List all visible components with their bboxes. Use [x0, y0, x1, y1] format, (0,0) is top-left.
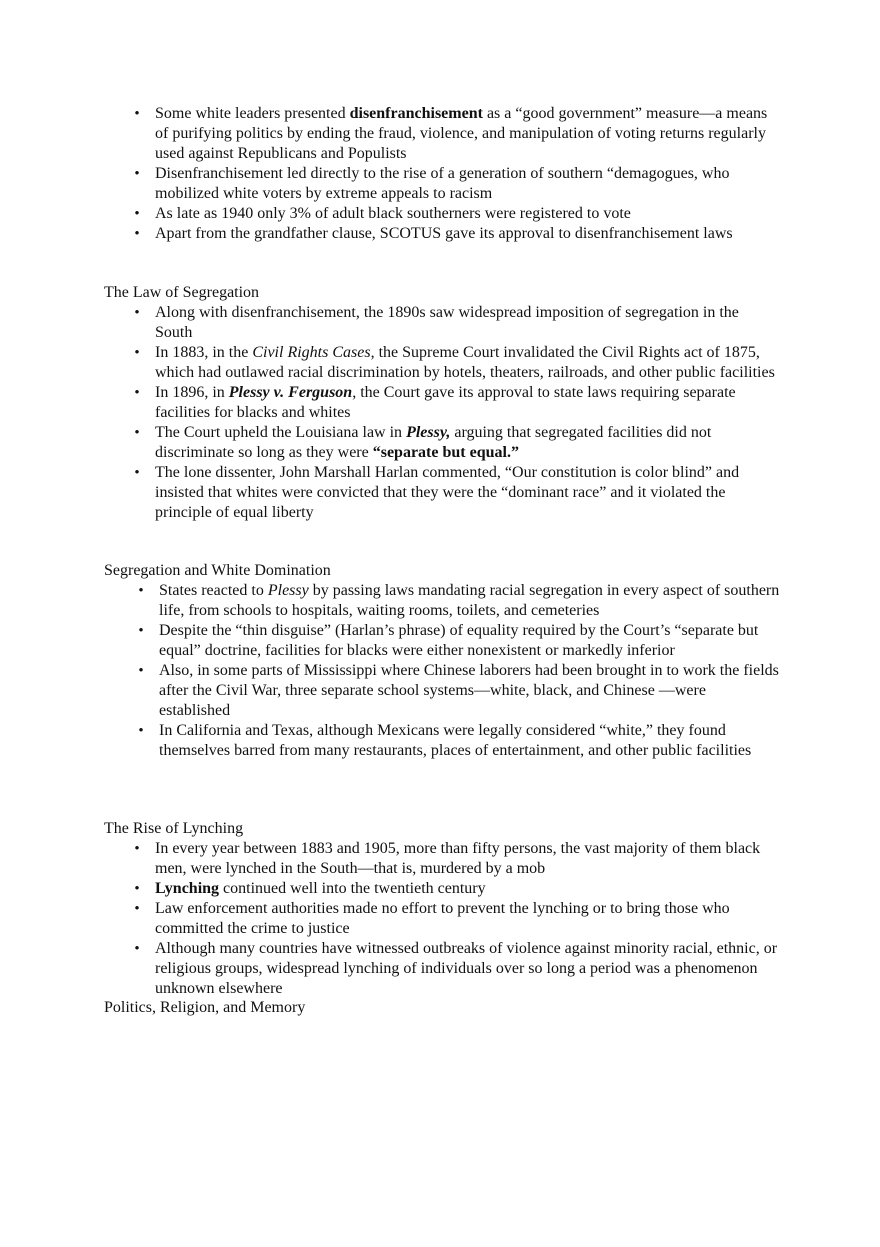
bullet-icon: • [138, 723, 144, 739]
bullet-icon: • [134, 226, 140, 242]
list-item: • Also, in some parts of Mississippi where Chinese laborers had been brought in to work the fields after the Civil War, three separate school systems—white, black, and Chinese —were established [159, 661, 780, 721]
bullet-icon: • [138, 663, 144, 679]
list-item: • Disenfranchisement led directly to the rise of a generation of southern “demagogues, who mobilized white voters by extreme appeals to racism [155, 164, 780, 204]
list-item: • In every year between 1883 and 1905, more than fifty persons, the vast majority of them black men, were lynched in the South—that is, murdered by a mob [155, 839, 780, 879]
section-heading-politics-religion-memory: Politics, Religion, and Memory [104, 999, 306, 1016]
bullet-icon: • [134, 345, 140, 361]
bullet-list-segregation-white-domination [0, 581, 780, 761]
bullet-icon: • [134, 305, 140, 321]
section-heading-rise-of-lynching: The Rise of Lynching [104, 820, 244, 837]
list-item: • States reacted to Plessy by passing laws mandating racial segregation in every aspect of southern life, from schools to hospitals, waiting rooms, toilets, and cemeteries [159, 581, 780, 621]
list-item: • The lone dissenter, John Marshall Harlan commented, “Our constitution is color blind” and insisted that whites were convicted that they were the “dominant race” and it violated the principle of equal liberty [155, 463, 780, 523]
bullet-list-disenfranchisement [0, 104, 780, 244]
bullet-icon: • [134, 901, 140, 917]
list-item: • The Court upheld the Louisiana law in Plessy, arguing that segregated facilities did not discriminate so long as they were “separate but equal.” [155, 423, 780, 463]
list-item: • As late as 1940 only 3% of adult black southerners were registered to vote [155, 204, 780, 224]
list-item: • Although many countries have witnessed outbreaks of violence against minority racial, ethnic, or religious groups, widespread lynching of individuals over so long a period was a phenomenon unknown elsewhere [155, 939, 780, 999]
list-item: • Apart from the grandfather clause, SCOTUS gave its approval to disenfranchisement laws [155, 224, 780, 244]
list-item: • Despite the “thin disguise” (Harlan’s phrase) of equality required by the Court’s “separate but equal” doctrine, facilities for blacks were either nonexistent or markedly inferior [159, 621, 780, 661]
list-item: • Some white leaders presented disenfranchisement as a “good government” measure—a means of purifying politics by ending the fraud, violence, and manipulation of voting returns regularly used against Republicans and Populists [155, 104, 780, 164]
section-heading-law-of-segregation: The Law of Segregation [104, 284, 260, 301]
bullet-icon: • [134, 881, 140, 897]
bullet-icon: • [134, 106, 140, 122]
bullet-list-law-of-segregation [0, 303, 780, 523]
bullet-icon: • [134, 465, 140, 481]
bullet-icon: • [138, 623, 144, 639]
bullet-icon: • [134, 206, 140, 222]
bullet-icon: • [134, 385, 140, 401]
list-item: • Law enforcement authorities made no effort to prevent the lynching or to bring those who committed the crime to justice [155, 899, 780, 939]
list-item: • Along with disenfranchisement, the 1890s saw widespread imposition of segregation in the South [155, 303, 780, 343]
bullet-icon: • [134, 166, 140, 182]
bullet-list-rise-of-lynching [0, 839, 780, 999]
section-heading-segregation-white-domination: Segregation and White Domination [104, 562, 331, 579]
bullet-icon: • [134, 941, 140, 957]
list-item: • In 1896, in Plessy v. Ferguson, the Court gave its approval to state laws requiring separate facilities for blacks and whites [155, 383, 780, 423]
list-item: • Lynching continued well into the twentieth century [155, 879, 780, 899]
list-item: • In California and Texas, although Mexicans were legally considered “white,” they found themselves barred from many restaurants, places of entertainment, and other public facilities [159, 721, 780, 761]
bullet-icon: • [134, 841, 140, 857]
list-item: • In 1883, in the Civil Rights Cases, the Supreme Court invalidated the Civil Rights act of 1875, which had outlawed racial discrimination by hotels, theaters, railroads, and other public facilities [155, 343, 780, 383]
bullet-icon: • [138, 583, 144, 599]
bullet-icon: • [134, 425, 140, 441]
